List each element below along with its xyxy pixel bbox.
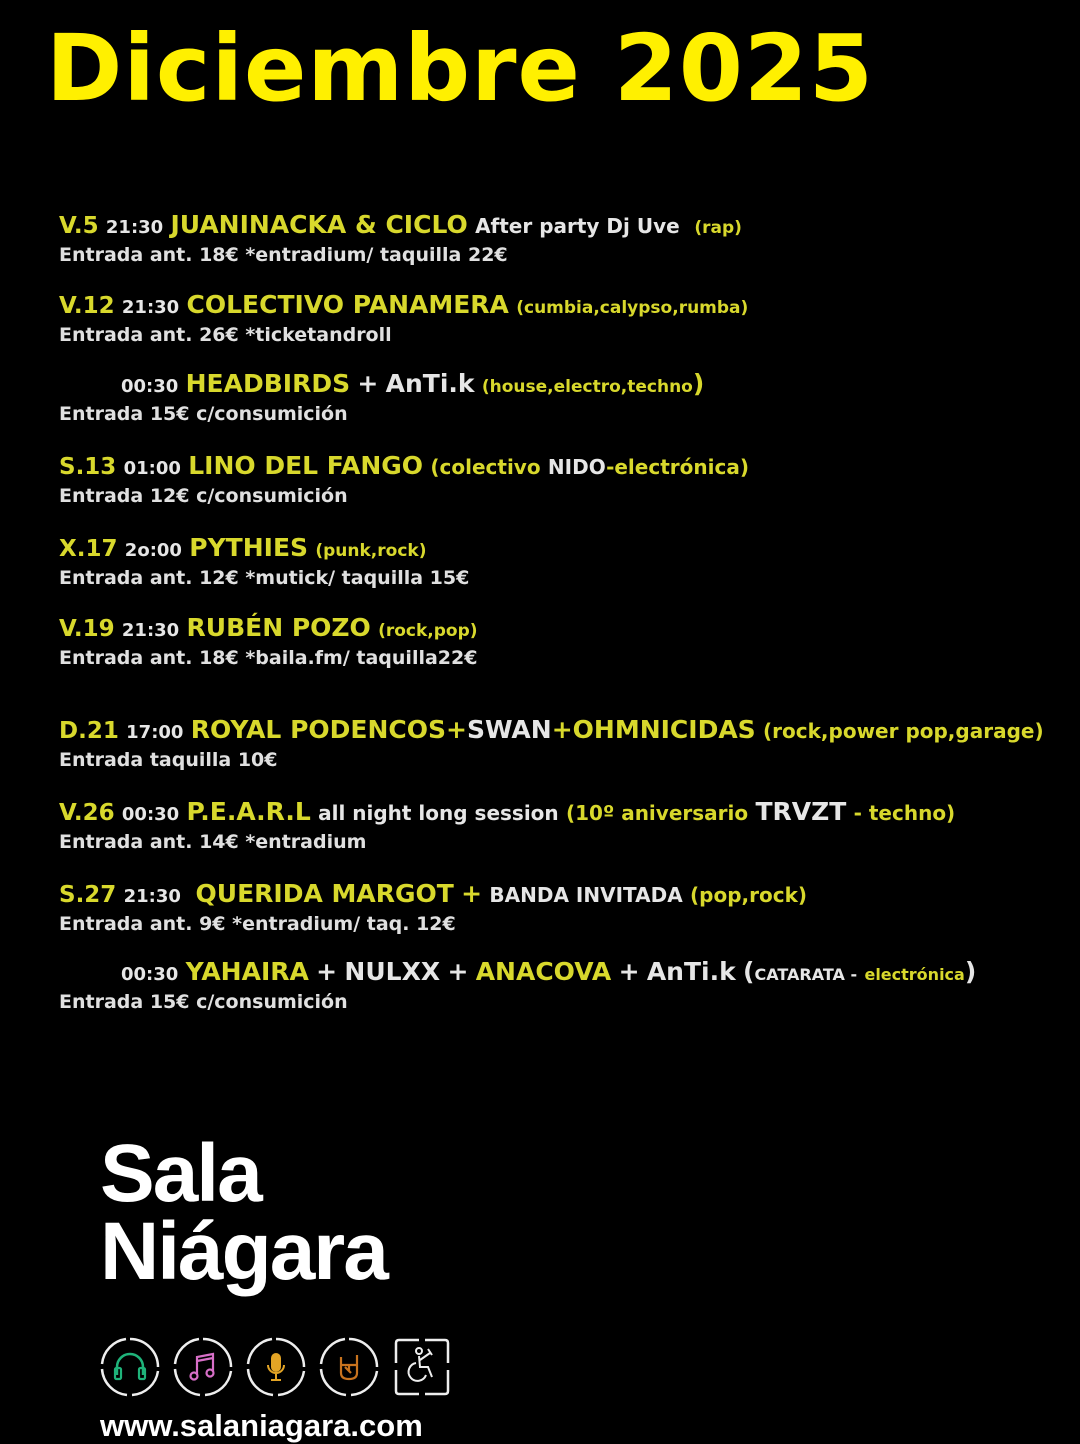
event-artist: YAHAIRA xyxy=(185,957,309,986)
event-ticket: Entrada ant. 26€ *ticketandroll xyxy=(59,324,392,346)
event-ticket: Entrada ant. 9€ *entradium/ taq. 12€ xyxy=(59,913,456,935)
event-day: S.27 xyxy=(59,882,117,908)
event-day: X.17 xyxy=(59,536,118,562)
event-artist: LINO DEL FANGO xyxy=(188,451,424,480)
event-extra: all night long session xyxy=(318,801,559,825)
event-genre-open: (colectivo xyxy=(430,455,541,479)
event-genre-rest: - techno) xyxy=(853,801,956,825)
event-day: V.5 xyxy=(59,213,99,239)
event-genre-open: (10º aniversario xyxy=(565,801,749,825)
event-time: 2o:00 xyxy=(124,540,182,561)
event-paren-open: ( xyxy=(743,957,755,986)
event-time: 00:30 xyxy=(121,804,180,825)
event-artist-2: BANDA INVITADA xyxy=(489,883,683,907)
event-item xyxy=(59,879,807,936)
event-plus: + xyxy=(316,957,338,986)
event-ticket: Entrada 15€ c/consumición xyxy=(59,403,348,425)
icon-row xyxy=(100,1337,452,1397)
event-artist: ROYAL PODENCOS xyxy=(190,715,447,744)
event-day: D.21 xyxy=(59,718,119,744)
microphone-icon xyxy=(246,1337,306,1397)
rock-hand-icon xyxy=(319,1337,379,1397)
event-day: V.12 xyxy=(59,293,115,319)
event-item xyxy=(59,715,1044,772)
event-genre: (cumbia,calypso,rumba) xyxy=(516,298,749,318)
event-genre: electrónica xyxy=(864,965,965,984)
event-item xyxy=(59,290,748,347)
event-collective: NIDO xyxy=(547,455,607,479)
event-item xyxy=(59,369,704,426)
event-collective: CATARATA - xyxy=(754,965,858,984)
event-artist: PYTHIES xyxy=(189,533,309,562)
page-title: Diciembre 2025 xyxy=(46,15,874,122)
logo-line-1: Sala xyxy=(100,1128,261,1219)
event-ticket: Entrada ant. 14€ *entradium xyxy=(59,831,367,853)
event-artist-2: SWAN xyxy=(466,715,552,744)
event-time: 21:30 xyxy=(121,297,180,318)
event-ticket: Entrada 15€ c/consumición xyxy=(59,991,348,1013)
event-plus: + xyxy=(357,369,379,398)
event-plus: + xyxy=(461,879,483,908)
event-extra: After party Dj Uve xyxy=(475,214,680,238)
event-ticket: Entrada 12€ c/consumición xyxy=(59,485,348,507)
event-artist: JUANINACKA & CICLO xyxy=(170,210,468,239)
event-artist: COLECTIVO PANAMERA xyxy=(186,290,509,319)
event-ticket: Entrada ant. 18€ *entradium/ taquilla 22€ xyxy=(59,244,508,266)
headphones-icon xyxy=(100,1337,160,1397)
event-time: 00:30 xyxy=(121,964,179,985)
event-collective: TRVZT xyxy=(755,797,847,826)
event-genre-rest: -electrónica) xyxy=(606,455,749,479)
event-ticket: Entrada ant. 18€ *baila.fm/ taquilla22€ xyxy=(59,647,478,669)
event-artist-4: AnTi.k xyxy=(646,957,736,986)
event-artist: P.E.A.R.L xyxy=(186,797,311,826)
event-day: V.19 xyxy=(59,616,115,642)
event-genre-close: ) xyxy=(692,369,705,398)
event-time: 21:30 xyxy=(123,886,181,907)
event-item xyxy=(59,957,976,1014)
event-genre: (rock,power pop,garage) xyxy=(763,719,1044,743)
event-plus: + xyxy=(551,715,573,744)
venue-logo xyxy=(100,1128,387,1297)
event-item xyxy=(59,451,749,508)
event-genre: (pop,rock) xyxy=(690,883,808,907)
event-ticket: Entrada taquilla 10€ xyxy=(59,749,278,771)
event-paren-close: ) xyxy=(964,957,977,986)
event-artist: QUERIDA MARGOT xyxy=(195,879,454,908)
event-genre: (rap) xyxy=(694,218,742,238)
event-item xyxy=(59,797,955,854)
website-link[interactable]: www.salaniagara.com xyxy=(100,1408,423,1443)
event-ticket: Entrada ant. 12€ *mutick/ taquilla 15€ xyxy=(59,567,470,589)
event-time: 21:30 xyxy=(105,217,164,238)
event-plus: + xyxy=(446,715,467,744)
event-plus: + xyxy=(447,957,469,986)
event-artist: RUBÉN POZO xyxy=(186,613,371,642)
event-day: S.13 xyxy=(59,454,117,480)
event-item xyxy=(59,533,469,590)
event-plus: + xyxy=(618,957,640,986)
music-note-icon xyxy=(173,1337,233,1397)
event-item xyxy=(59,613,478,670)
event-artist-3: ANACOVA xyxy=(475,957,612,986)
event-genre: (house,electro,techno xyxy=(481,377,693,397)
event-time: 00:30 xyxy=(121,376,179,397)
event-genre: (rock,pop) xyxy=(378,621,478,641)
logo-line-2: Niágara xyxy=(100,1206,387,1297)
event-artist-2: NULXX xyxy=(344,957,441,986)
event-artist: HEADBIRDS xyxy=(185,369,351,398)
event-time: 17:00 xyxy=(126,722,184,743)
event-artist-3: OHMNICIDAS xyxy=(572,715,756,744)
event-genre: (punk,rock) xyxy=(315,541,427,561)
event-time: 01:00 xyxy=(123,458,181,479)
accessibility-icon xyxy=(392,1337,452,1397)
event-artist-2: AnTi.k xyxy=(385,369,475,398)
event-day: V.26 xyxy=(59,800,115,826)
event-time: 21:30 xyxy=(121,620,180,641)
event-item xyxy=(59,210,742,267)
